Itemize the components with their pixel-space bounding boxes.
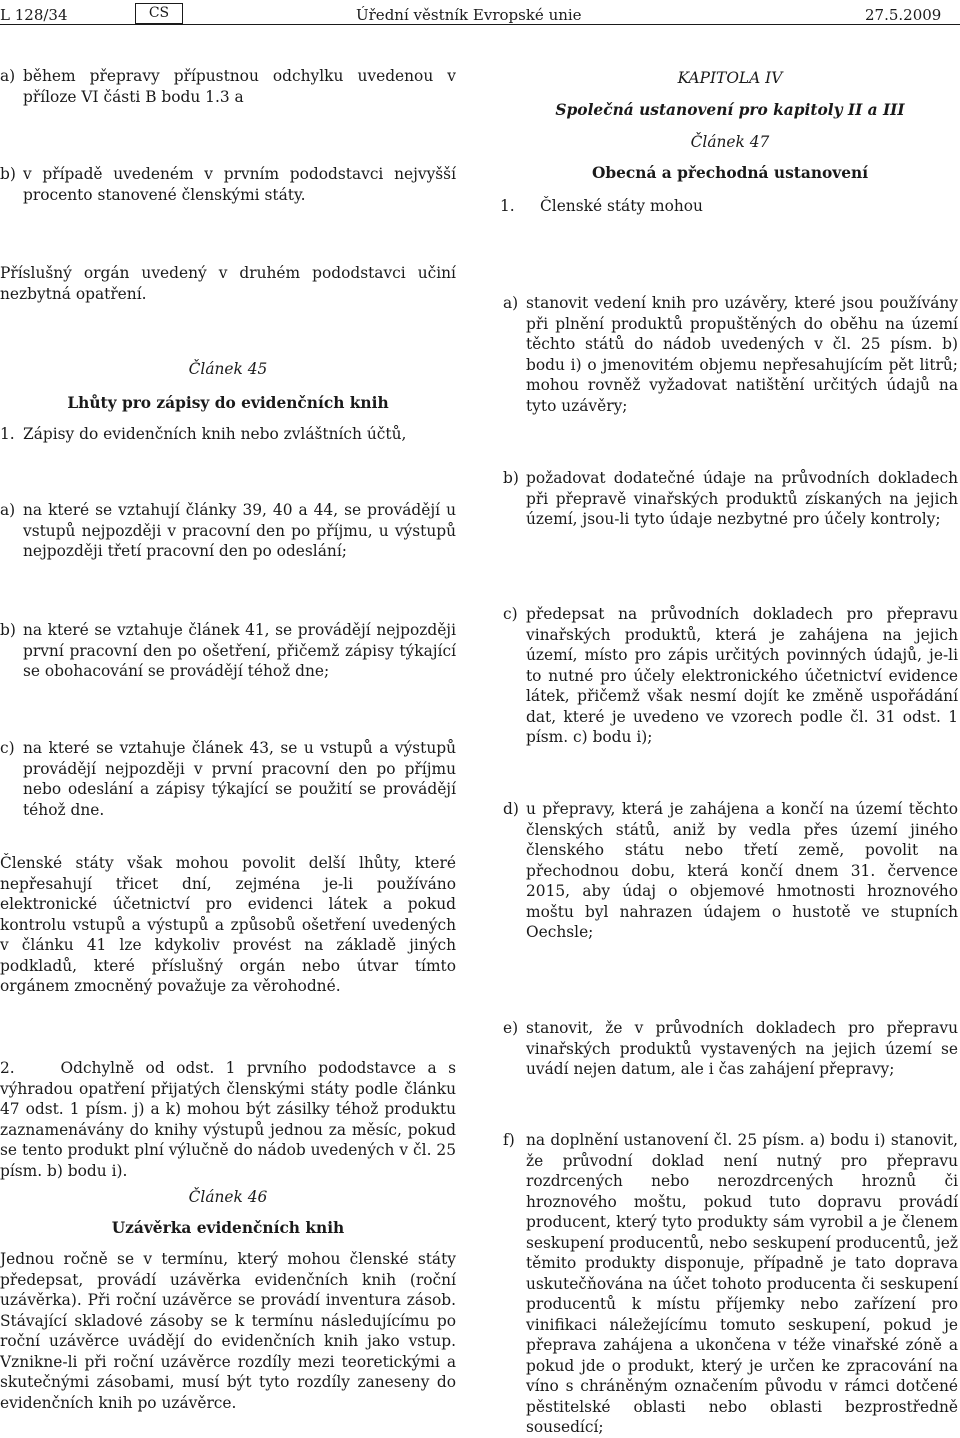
journal-title: Úřední věstník Evropské unie xyxy=(356,6,582,24)
item-text: požadovat dodatečné údaje na průvodních dokladech při přepravě vinařských produktů získaných na jejich území, jsou-li tyto údaje nezbytné pro účely kontroly; xyxy=(526,469,958,528)
chapter-label: KAPITOLA IV xyxy=(677,69,783,87)
item-label: c) xyxy=(503,605,518,623)
item-text: na doplnění ustanovení čl. 25 písm. a) bodu i) stanovit, že průvodní doklad není nutný pro přepravu rozdrcených nebo nerozdrcených hroznů či hroznového moštu, pokud tuto dopravu provádí producent, který tyto produkty sám vyrobil a je členem seskupení producentů, nebo seskupení producentů, jež těmito produkty disponuje, případně je tato doprava uskutečňována na účet tohoto producenta či seskupení producentů k místu příjemky nebo zařízení pro vinifikaci náležejícímu tomuto seskupení, pokud je přeprava zahájena a ukončena v téže vinařské zóně a pokud jde o produkt, který je určen ke zpracování na víno s chráněným označením původu v rámci dotčené pěstitelské oblasti nebo oblasti bezprostředně sousedící; xyxy=(526,1131,958,1436)
numbered-paragraph xyxy=(500,196,703,217)
item-text: předepsat na průvodních dokladech pro přepravu vinařských produktů, která je zahájena na jejich území, místo pro zápis určitých povinných údajů, je-li to nutné pro účely elektronického účetnictví evidence látek, přičemž však nesmí dojít ke změně uspořádání dat, které je uvedeno ve vzorech podle čl. 31 odst. 1 písm. c) bodu i); xyxy=(526,605,958,746)
page-reference: L 128/34 xyxy=(0,6,68,24)
item-label: b) xyxy=(0,165,16,183)
item-label: d) xyxy=(503,800,519,818)
item-label: a) xyxy=(0,67,16,85)
list-item xyxy=(503,293,958,416)
list-item xyxy=(0,164,456,205)
paragraph-text: Zápisy do evidenčních knih nebo zvláštních účtů, xyxy=(23,425,407,443)
list-item xyxy=(503,604,958,748)
item-label: f) xyxy=(503,1131,515,1149)
article-label: Článek 45 xyxy=(188,360,268,378)
list-item xyxy=(0,620,456,682)
publication-date: 27.5.2009 xyxy=(865,6,942,24)
item-text: stanovit vedení knih pro uzávěry, které jsou používány při plnění produktů propuštěných do oběhu na území těchto států do nádob uvedených v čl. 25 písm. b) bodu i) o jmenovitém objemu nepřesahujícím pět litrů; mohou rovněž vyžadovat natištění určitých údajů na tyto uzávěry; xyxy=(526,294,958,415)
item-text: stanovit, že v průvodních dokladech pro přepravu vinařských produktů vystavených na jejich území se uvádí nejen datum, ale i čas zahájení přepravy; xyxy=(526,1019,958,1078)
paragraph-number: 1. xyxy=(500,197,515,215)
article-label: Článek 47 xyxy=(690,133,770,151)
list-item xyxy=(503,1130,958,1438)
item-text: na které se vztahuje článek 41, se provádějí nejpozději první pracovní den po ošetření, přičemž zápisy týkající se obohacování se provádějí téhož dne; xyxy=(23,621,456,680)
item-label: a) xyxy=(503,294,519,312)
item-label: c) xyxy=(0,739,15,757)
list-item xyxy=(503,1018,958,1080)
item-label: b) xyxy=(503,469,519,487)
list-item xyxy=(0,738,456,820)
paragraph-number: 1. xyxy=(0,425,15,443)
paragraph: Členské státy však mohou povolit delší lhůty, které nepřesahují třicet dní, zejména je-li používáno elektronické účetnictví pro evidenci látek a pokud kontrolu vstupů a výstupů a způsobů ošetření uvedených v článku 41 lze kdykoliv provést na základě jiných podkladů, které příslušný orgán nebo útvar tímto orgánem zmocněný považuje za věrohodné. xyxy=(0,854,456,995)
item-text: na které se vztahuje článek 43, se u vstupů a výstupů provádějí nejpozději v první pracovní den po příjmu nebo odeslání a zápisy týkající se použití se provádějí téhož dne. xyxy=(23,739,456,819)
chapter-title: Společná ustanovení pro kapitoly II a III xyxy=(555,101,905,119)
item-text: na které se vztahují články 39, 40 a 44, se provádějí u vstupů nejpozději v pracovní den po příjmu, u výstupů nejpozději třetí pracovní den po odeslání; xyxy=(23,501,456,560)
numbered-paragraph xyxy=(0,424,406,445)
article-title: Obecná a přechodná ustanovení xyxy=(591,164,869,182)
item-text: v případě uvedeném v prvním pododstavci nejvyšší procento stanovené členskými státy. xyxy=(23,165,456,204)
list-item xyxy=(0,500,456,562)
list-item xyxy=(0,66,456,107)
header-rule xyxy=(0,24,960,25)
article-title: Uzávěrka evidenčních knih xyxy=(111,1219,345,1237)
paragraph: Příslušný orgán uvedený v druhém pododstavci učiní nezbytná opatření. xyxy=(0,264,456,303)
item-label: b) xyxy=(0,621,16,639)
article-title: Lhůty pro zápisy do evidenčních knih xyxy=(67,394,389,412)
list-item xyxy=(503,799,958,943)
list-item xyxy=(503,468,958,530)
article-label: Článek 46 xyxy=(188,1188,268,1206)
paragraph: 2. Odchylně od odst. 1 prvního pododstavce a s výhradou opatření přijatých členskými státy podle článku 47 odst. 1 písm. j) a k) mohou být zásilky téhož produktu zaznamenávány do knihy výstupů jednou za měsíc, pokud se tento produkt plní výlučně do nádob uvedených v čl. 25 písm. b) bodu i). xyxy=(0,1059,456,1180)
item-text: během přepravy přípustnou odchylku uvedenou v příloze VI části B bodu 1.3 a xyxy=(23,67,456,106)
item-text: u přepravy, která je zahájena a končí na území těchto členských států, aniž by vedla přes území jiného členského státu nebo třetí země, povolit na přechodnou dobu, která končí dnem 31. července 2015, aby údaj o objemové hmotnosti hroznového moštu byl nahrazen údajem o hustotě ve stupních Oechsle; xyxy=(526,800,958,941)
language-code-box: CS xyxy=(135,3,183,24)
paragraph-text: Členské státy mohou xyxy=(540,197,703,215)
paragraph: Jednou ročně se v termínu, který mohou členské státy předepsat, provádí uzávěrka evidenčních knih (roční uzávěrka). Při roční uzávěrce se provádí inventura zásob. Stávající skladové zásoby se k termínu následujícímu po roční uzávěrce uvádějí do evidenčních knih jako vstup. Vznikne-li při roční uzávěrce rozdíly mezi teoretickými a skutečnými zásobami, musí být tyto rozdíly zaneseny do evidenčních knih po uzávěrce. xyxy=(0,1250,456,1412)
item-label: a) xyxy=(0,501,16,519)
item-label: e) xyxy=(503,1019,519,1037)
